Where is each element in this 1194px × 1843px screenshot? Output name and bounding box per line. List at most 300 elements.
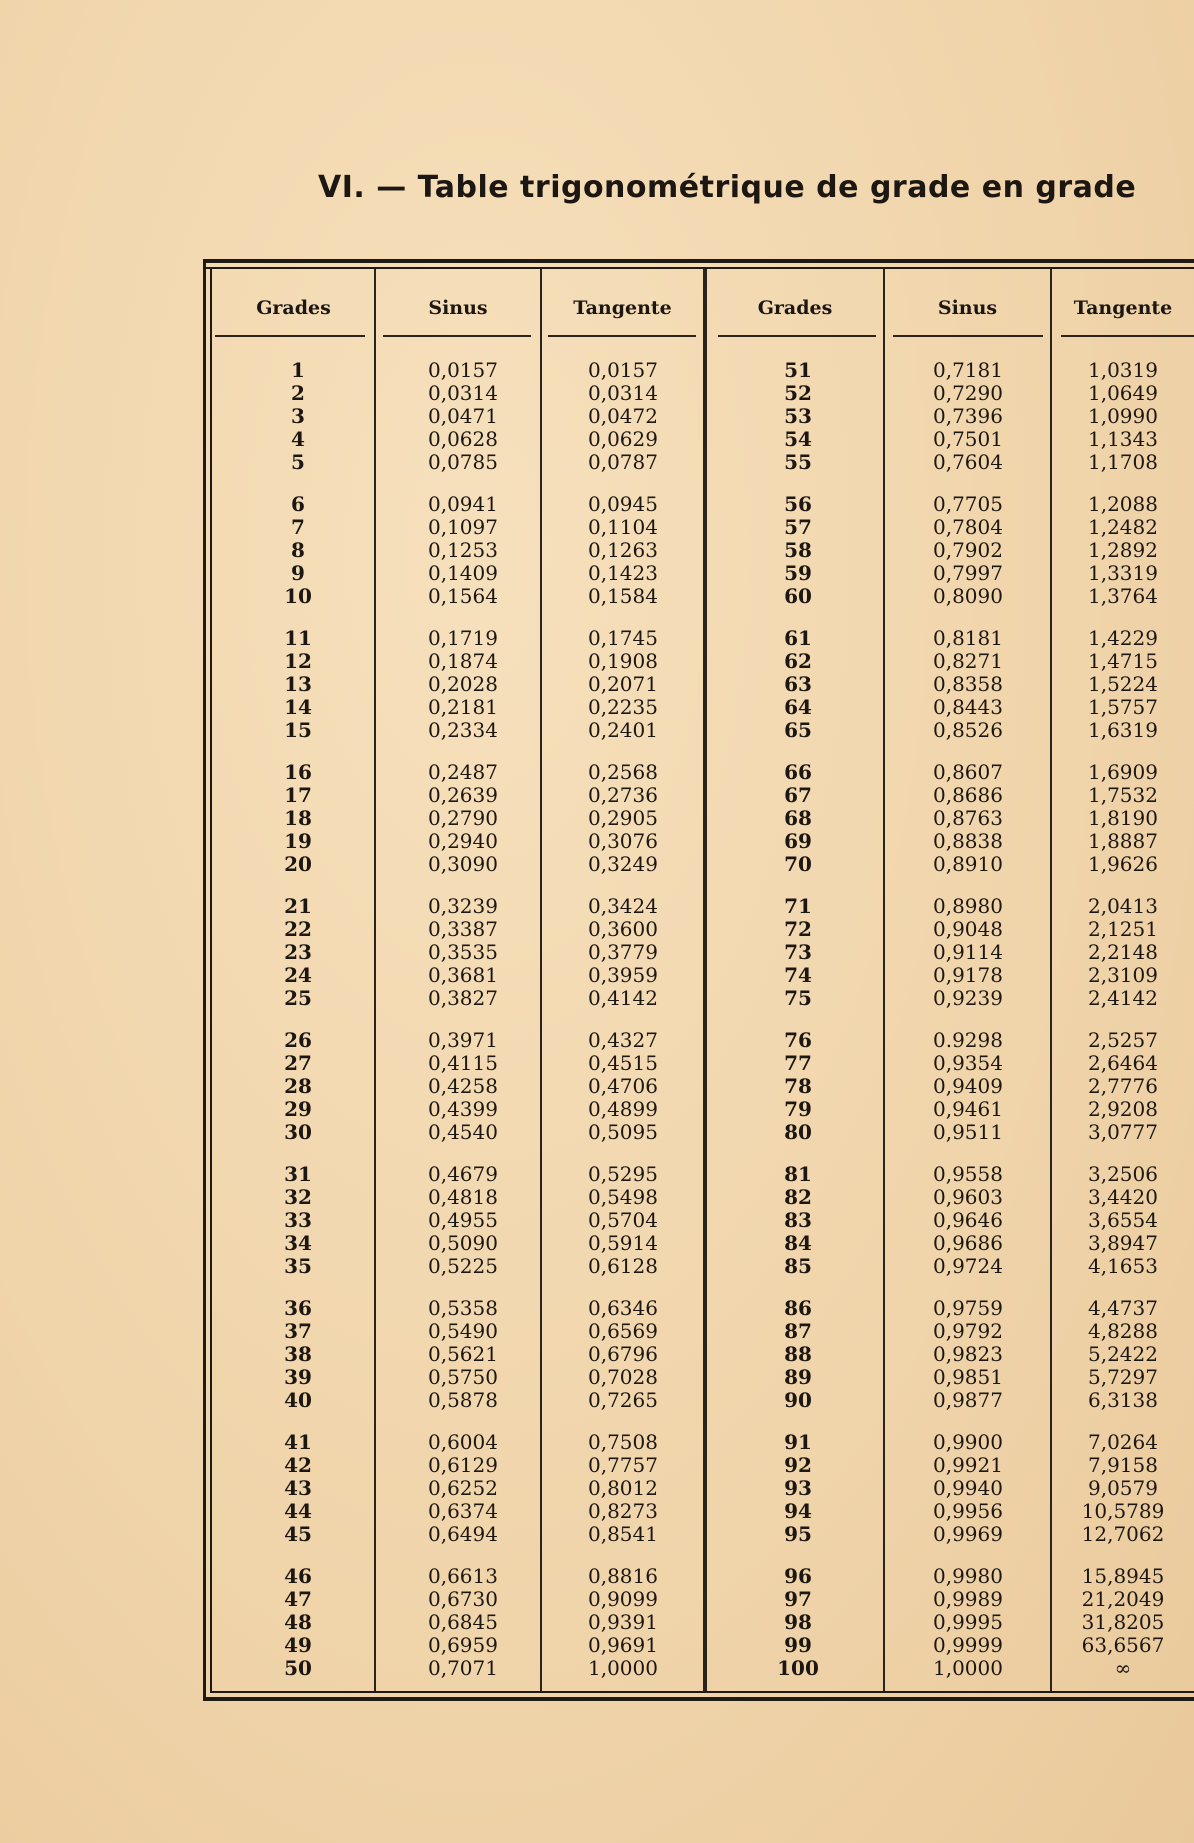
- table-cell: 0,8443: [933, 695, 1003, 719]
- table-cell: 0,8273: [588, 1499, 658, 1523]
- row-group: [1058, 1163, 1188, 1278]
- table-cell: 9,0579: [1088, 1476, 1158, 1500]
- table-cell: 79: [784, 1097, 812, 1121]
- table-cell: 54: [784, 427, 812, 451]
- table-cell: 0,4142: [588, 986, 658, 1010]
- table-cell: 0,0628: [428, 427, 498, 451]
- table-cell: 93: [784, 1476, 812, 1500]
- row-group: [563, 1431, 683, 1546]
- table-cell: 25: [284, 986, 312, 1010]
- table-cell: 11: [284, 626, 312, 650]
- row-group: [563, 1029, 683, 1144]
- table-cell: 3,2506: [1088, 1162, 1158, 1186]
- table-cell: 0,5914: [588, 1231, 658, 1255]
- table-cell: 0,9851: [933, 1365, 1003, 1389]
- table-cell: 0,9099: [588, 1587, 658, 1611]
- table-cell: 0,7508: [588, 1430, 658, 1454]
- table-cell: 43: [284, 1476, 312, 1500]
- table-cell: 0,3249: [588, 852, 658, 876]
- table-cell: 1,5224: [1088, 672, 1158, 696]
- table-cell: 51: [784, 358, 812, 382]
- row-group: [903, 1163, 1033, 1278]
- table-cell: 0,9759: [933, 1296, 1003, 1320]
- row-group: [1058, 493, 1188, 608]
- table-cell: 82: [784, 1185, 812, 1209]
- table-cell: 0,9178: [933, 963, 1003, 987]
- table-cell: 0,8012: [588, 1476, 658, 1500]
- table-cell: 35: [284, 1254, 312, 1278]
- table-cell: 1,6909: [1088, 760, 1158, 784]
- table-cell: 0,9940: [933, 1476, 1003, 1500]
- table-cell: 0,3827: [428, 986, 498, 1010]
- table-cell: 5: [291, 450, 305, 474]
- table-cell: 42: [284, 1453, 312, 1477]
- header-sinus-left: Sinus: [428, 297, 488, 319]
- table-cell: 1,2088: [1088, 492, 1158, 516]
- table-cell: 0,6959: [428, 1633, 498, 1657]
- table-cell: 0,3424: [588, 894, 658, 918]
- table-cell: 3: [291, 404, 305, 428]
- table-cell: 21,2049: [1081, 1587, 1165, 1611]
- table-cell: 9: [291, 561, 305, 585]
- table-cell: 0,9969: [933, 1522, 1003, 1546]
- table-cell: 1,9626: [1088, 852, 1158, 876]
- table-cell: 95: [784, 1522, 812, 1546]
- table-cell: 0,4540: [428, 1120, 498, 1144]
- table-cell: 0,6796: [588, 1342, 658, 1366]
- table-cell: 0,7757: [588, 1453, 658, 1477]
- table-cell: 3,6554: [1088, 1208, 1158, 1232]
- table-cell: 0,9239: [933, 986, 1003, 1010]
- table-cell: 2,1251: [1088, 917, 1158, 941]
- table-cell: 37: [284, 1319, 312, 1343]
- table-cell: 63,6567: [1081, 1633, 1165, 1657]
- table-cell: 1,4229: [1088, 626, 1158, 650]
- table-cell: 0,4115: [428, 1051, 498, 1075]
- table-cell: 62: [784, 649, 812, 673]
- table-cell: 4,1653: [1088, 1254, 1158, 1278]
- table-cell: 85: [784, 1254, 812, 1278]
- table-cell: 0,9921: [933, 1453, 1003, 1477]
- table-cell: 60: [784, 584, 812, 608]
- table-cell: 76: [784, 1028, 812, 1052]
- center-divider: [703, 269, 707, 1691]
- table-border-bottom: [203, 1697, 1194, 1701]
- table-cell: 0,9724: [933, 1254, 1003, 1278]
- row-group: [1058, 627, 1188, 742]
- row-group: [403, 1297, 523, 1412]
- table-cell: 59: [784, 561, 812, 585]
- table-cell: 26: [284, 1028, 312, 1052]
- table-cell: 0,3535: [428, 940, 498, 964]
- table-cell: 1,0649: [1088, 381, 1158, 405]
- table-cell: 0,3779: [588, 940, 658, 964]
- table-cell: 2,0413: [1088, 894, 1158, 918]
- row-group: [748, 1029, 848, 1144]
- table-cell: 68: [784, 806, 812, 830]
- table-cell: 0,9792: [933, 1319, 1003, 1343]
- table-cell: 0,1908: [588, 649, 658, 673]
- table-cell: 0,4399: [428, 1097, 498, 1121]
- table-cell: 1,3319: [1088, 561, 1158, 585]
- table-cell: 58: [784, 538, 812, 562]
- table-cell: 0,7265: [588, 1388, 658, 1412]
- table-cell: 0,4706: [588, 1074, 658, 1098]
- row-group: [903, 895, 1033, 1010]
- table-cell: 34: [284, 1231, 312, 1255]
- table-cell: 10,5789: [1081, 1499, 1165, 1523]
- row-group: [903, 1297, 1033, 1412]
- table-cell: 0,8526: [933, 718, 1003, 742]
- row-group: [903, 1565, 1033, 1680]
- table-cell: 0,3076: [588, 829, 658, 853]
- row-group: [1058, 359, 1188, 474]
- table-cell: 32: [284, 1185, 312, 1209]
- table-cell: 24: [284, 963, 312, 987]
- table-cell: 2,3109: [1088, 963, 1158, 987]
- table-cell: 2,2148: [1088, 940, 1158, 964]
- table-cell: 73: [784, 940, 812, 964]
- table-cell: 4: [291, 427, 305, 451]
- table-cell: 0,1097: [428, 515, 498, 539]
- table-cell: 5,2422: [1088, 1342, 1158, 1366]
- table-cell: 99: [784, 1633, 812, 1657]
- table-cell: 39: [284, 1365, 312, 1389]
- row-group: [1058, 1297, 1188, 1412]
- row-group: [563, 493, 683, 608]
- table-cell: 0,9995: [933, 1610, 1003, 1634]
- table-cell: 89: [784, 1365, 812, 1389]
- row-group: [403, 1565, 523, 1680]
- row-group: [253, 1163, 343, 1278]
- table-cell: 0,9691: [588, 1633, 658, 1657]
- table-cell: 0,5225: [428, 1254, 498, 1278]
- column-divider: [540, 269, 542, 1691]
- table-cell: 7,9158: [1088, 1453, 1158, 1477]
- table-cell: 0,1564: [428, 584, 498, 608]
- table-cell: 0,0941: [428, 492, 498, 516]
- table-cell: 81: [784, 1162, 812, 1186]
- row-group: [748, 627, 848, 742]
- row-group: [253, 1297, 343, 1412]
- table-cell: 0,1874: [428, 649, 498, 673]
- table-cell: 0,7396: [933, 404, 1003, 428]
- table-cell: 0,9823: [933, 1342, 1003, 1366]
- table-cell: 12,7062: [1081, 1522, 1165, 1546]
- row-group: [403, 359, 523, 474]
- table-cell: 1,0000: [588, 1656, 658, 1680]
- row-group: [1058, 1431, 1188, 1546]
- row-group: [748, 359, 848, 474]
- tangente-column-left: [563, 359, 683, 1699]
- header-rule: [548, 335, 696, 337]
- table-cell: 0,0472: [588, 404, 658, 428]
- table-border-top-inner: [203, 267, 1194, 269]
- row-group: [748, 895, 848, 1010]
- table-cell: 0,8271: [933, 649, 1003, 673]
- table-cell: 0,5090: [428, 1231, 498, 1255]
- table-cell: 94: [784, 1499, 812, 1523]
- table-cell: 78: [784, 1074, 812, 1098]
- table-cell: 0,9511: [933, 1120, 1003, 1144]
- table-cell: 0,9114: [933, 940, 1003, 964]
- table-cell: 0,1745: [588, 626, 658, 650]
- table-cell: 0,9956: [933, 1499, 1003, 1523]
- table-cell: 75: [784, 986, 812, 1010]
- row-group: [563, 359, 683, 474]
- row-group: [253, 1431, 343, 1546]
- table-cell: 16: [284, 760, 312, 784]
- table-cell: 0.9298: [933, 1028, 1003, 1052]
- table-cell: 0,0157: [588, 358, 658, 382]
- table-cell: 91: [784, 1430, 812, 1454]
- table-cell: 1,1343: [1088, 427, 1158, 451]
- row-group: [253, 761, 343, 876]
- table-border-bottom-inner: [210, 1691, 1194, 1693]
- table-cell: 45: [284, 1522, 312, 1546]
- table-cell: 0,8541: [588, 1522, 658, 1546]
- table-cell: 12: [284, 649, 312, 673]
- table-cell: 0,8607: [933, 760, 1003, 784]
- table-cell: 19: [284, 829, 312, 853]
- table-cell: 0,9391: [588, 1610, 658, 1634]
- table-cell: 18: [284, 806, 312, 830]
- table-cell: 0,8686: [933, 783, 1003, 807]
- table-cell: 0,8816: [588, 1564, 658, 1588]
- row-group: [563, 1297, 683, 1412]
- table-cell: 77: [784, 1051, 812, 1075]
- table-cell: 80: [784, 1120, 812, 1144]
- table-cell: 90: [784, 1388, 812, 1412]
- table-cell: 0,7028: [588, 1365, 658, 1389]
- row-group: [748, 1431, 848, 1546]
- table-cell: 0,2568: [588, 760, 658, 784]
- table-cell: 0,0471: [428, 404, 498, 428]
- table-cell: 0,9999: [933, 1633, 1003, 1657]
- table-cell: 1,0319: [1088, 358, 1158, 382]
- table-cell: 0,7804: [933, 515, 1003, 539]
- table-cell: 0,9461: [933, 1097, 1003, 1121]
- table-cell: 0,7705: [933, 492, 1003, 516]
- table-cell: 2,5257: [1088, 1028, 1158, 1052]
- table-cell: 7: [291, 515, 305, 539]
- table-cell: 0,7181: [933, 358, 1003, 382]
- table-cell: 38: [284, 1342, 312, 1366]
- table-cell: 64: [784, 695, 812, 719]
- table-cell: 0,8090: [933, 584, 1003, 608]
- row-group: [903, 359, 1033, 474]
- table-cell: 0,5750: [428, 1365, 498, 1389]
- table-cell: 4,4737: [1088, 1296, 1158, 1320]
- table-cell: 0,9603: [933, 1185, 1003, 1209]
- table-cell: 6: [291, 492, 305, 516]
- header-rule: [1061, 335, 1194, 337]
- table-cell: 0,4899: [588, 1097, 658, 1121]
- row-group: [253, 1029, 343, 1144]
- header-grades-left: Grades: [256, 297, 331, 319]
- table-cell: 0,4955: [428, 1208, 498, 1232]
- table-cell: 0,3387: [428, 917, 498, 941]
- row-group: [403, 627, 523, 742]
- table-cell: 0,6845: [428, 1610, 498, 1634]
- table-cell: 84: [784, 1231, 812, 1255]
- table-cell: 36: [284, 1296, 312, 1320]
- table-cell: 27: [284, 1051, 312, 1075]
- table-cell: 0,5498: [588, 1185, 658, 1209]
- sinus-column-right: [903, 359, 1033, 1699]
- table-cell: 0,5621: [428, 1342, 498, 1366]
- table-cell: 22: [284, 917, 312, 941]
- table-cell: 23: [284, 940, 312, 964]
- table-cell: 0,1263: [588, 538, 658, 562]
- table-cell: 0,6004: [428, 1430, 498, 1454]
- table-cell: 0,2639: [428, 783, 498, 807]
- table-cell: 0,9048: [933, 917, 1003, 941]
- row-group: [403, 895, 523, 1010]
- page-title: VI. — Table trigonométrique de grade en grade: [318, 170, 1137, 205]
- table-cell: 0,8838: [933, 829, 1003, 853]
- table-cell: 0,2905: [588, 806, 658, 830]
- table-cell: 1,8190: [1088, 806, 1158, 830]
- table-cell: 0,5878: [428, 1388, 498, 1412]
- table-cell: 87: [784, 1319, 812, 1343]
- table-cell: 0,9558: [933, 1162, 1003, 1186]
- table-cell: 0,9900: [933, 1430, 1003, 1454]
- column-divider: [374, 269, 376, 1691]
- table-cell: 69: [784, 829, 812, 853]
- row-group: [403, 493, 523, 608]
- tangente-column-right: [1058, 359, 1188, 1699]
- table-cell: 0,6730: [428, 1587, 498, 1611]
- table-cell: 2: [291, 381, 305, 405]
- table-cell: 0,6613: [428, 1564, 498, 1588]
- table-cell: 0,9989: [933, 1587, 1003, 1611]
- row-group: [1058, 761, 1188, 876]
- row-group: [748, 1565, 848, 1680]
- table-cell: 3,0777: [1088, 1120, 1158, 1144]
- table-cell: 0,2736: [588, 783, 658, 807]
- row-group: [903, 493, 1033, 608]
- table-cell: 31: [284, 1162, 312, 1186]
- table-cell: 33: [284, 1208, 312, 1232]
- row-group: [1058, 1565, 1188, 1680]
- row-group: [253, 627, 343, 742]
- table-cell: 50: [284, 1656, 312, 1680]
- table-cell: 0,2181: [428, 695, 498, 719]
- table-cell: 96: [784, 1564, 812, 1588]
- table-cell: 67: [784, 783, 812, 807]
- table-cell: 3,8947: [1088, 1231, 1158, 1255]
- table-cell: 0,3239: [428, 894, 498, 918]
- table-cell: 56: [784, 492, 812, 516]
- table-cell: 5,7297: [1088, 1365, 1158, 1389]
- table-cell: 2,4142: [1088, 986, 1158, 1010]
- table-cell: 0,7997: [933, 561, 1003, 585]
- row-group: [253, 1565, 343, 1680]
- table-cell: 0,2071: [588, 672, 658, 696]
- table-cell: 0,9409: [933, 1074, 1003, 1098]
- table-cell: 0,7501: [933, 427, 1003, 451]
- table-cell: 49: [284, 1633, 312, 1657]
- table-cell: 0,5095: [588, 1120, 658, 1144]
- table-cell: 0,6569: [588, 1319, 658, 1343]
- header-rule: [383, 335, 531, 337]
- table-cell: 0,1719: [428, 626, 498, 650]
- sinus-column-left: [403, 359, 523, 1699]
- table-cell: 0,5295: [588, 1162, 658, 1186]
- row-group: [403, 1029, 523, 1144]
- table-cell: 0,4258: [428, 1074, 498, 1098]
- table-cell: 52: [784, 381, 812, 405]
- table-cell: ∞: [1114, 1656, 1132, 1680]
- table-cell: 83: [784, 1208, 812, 1232]
- table-cell: 40: [284, 1388, 312, 1412]
- row-group: [1058, 1029, 1188, 1144]
- column-divider: [883, 269, 885, 1691]
- table-cell: 0,3971: [428, 1028, 498, 1052]
- table-cell: 1,2482: [1088, 515, 1158, 539]
- row-group: [748, 761, 848, 876]
- table-cell: 0,0629: [588, 427, 658, 451]
- row-group: [903, 1431, 1033, 1546]
- table-cell: 53: [784, 404, 812, 428]
- table-cell: 15,8945: [1081, 1564, 1165, 1588]
- table-border-left: [203, 259, 206, 1701]
- table-cell: 13: [284, 672, 312, 696]
- table-cell: 74: [784, 963, 812, 987]
- table-cell: 3,4420: [1088, 1185, 1158, 1209]
- table-cell: 63: [784, 672, 812, 696]
- table-cell: 0,6252: [428, 1476, 498, 1500]
- table-cell: 0,0157: [428, 358, 498, 382]
- table-cell: 1,7532: [1088, 783, 1158, 807]
- table-cell: 0,7290: [933, 381, 1003, 405]
- table-cell: 28: [284, 1074, 312, 1098]
- table-cell: 0,6129: [428, 1453, 498, 1477]
- table-cell: 1,0000: [933, 1656, 1003, 1680]
- table-cell: 41: [284, 1430, 312, 1454]
- table-cell: 20: [284, 852, 312, 876]
- row-group: [903, 761, 1033, 876]
- table-cell: 0,5358: [428, 1296, 498, 1320]
- table-cell: 88: [784, 1342, 812, 1366]
- table-cell: 0,2235: [588, 695, 658, 719]
- table-cell: 0,2334: [428, 718, 498, 742]
- header-grades-right: Grades: [757, 297, 833, 319]
- table-cell: 0,6346: [588, 1296, 658, 1320]
- table-cell: 0,1423: [588, 561, 658, 585]
- table-cell: 30: [284, 1120, 312, 1144]
- row-group: [563, 627, 683, 742]
- table-cell: 0,8910: [933, 852, 1003, 876]
- grades-column-right: [748, 359, 848, 1699]
- table-cell: 0,2487: [428, 760, 498, 784]
- table-cell: 15: [284, 718, 312, 742]
- table-cell: 71: [784, 894, 812, 918]
- table-cell: 4,8288: [1088, 1319, 1158, 1343]
- table-cell: 44: [284, 1499, 312, 1523]
- table-cell: 98: [784, 1610, 812, 1634]
- table-cell: 0,2028: [428, 672, 498, 696]
- table-cell: 8: [291, 538, 305, 562]
- table-border-top: [203, 259, 1194, 263]
- table-cell: 0,4679: [428, 1162, 498, 1186]
- table-cell: 1: [291, 358, 305, 382]
- table-cell: 0,4515: [588, 1051, 658, 1075]
- table-cell: 0,9877: [933, 1388, 1003, 1412]
- row-group: [748, 1297, 848, 1412]
- table-cell: 6,3138: [1088, 1388, 1158, 1412]
